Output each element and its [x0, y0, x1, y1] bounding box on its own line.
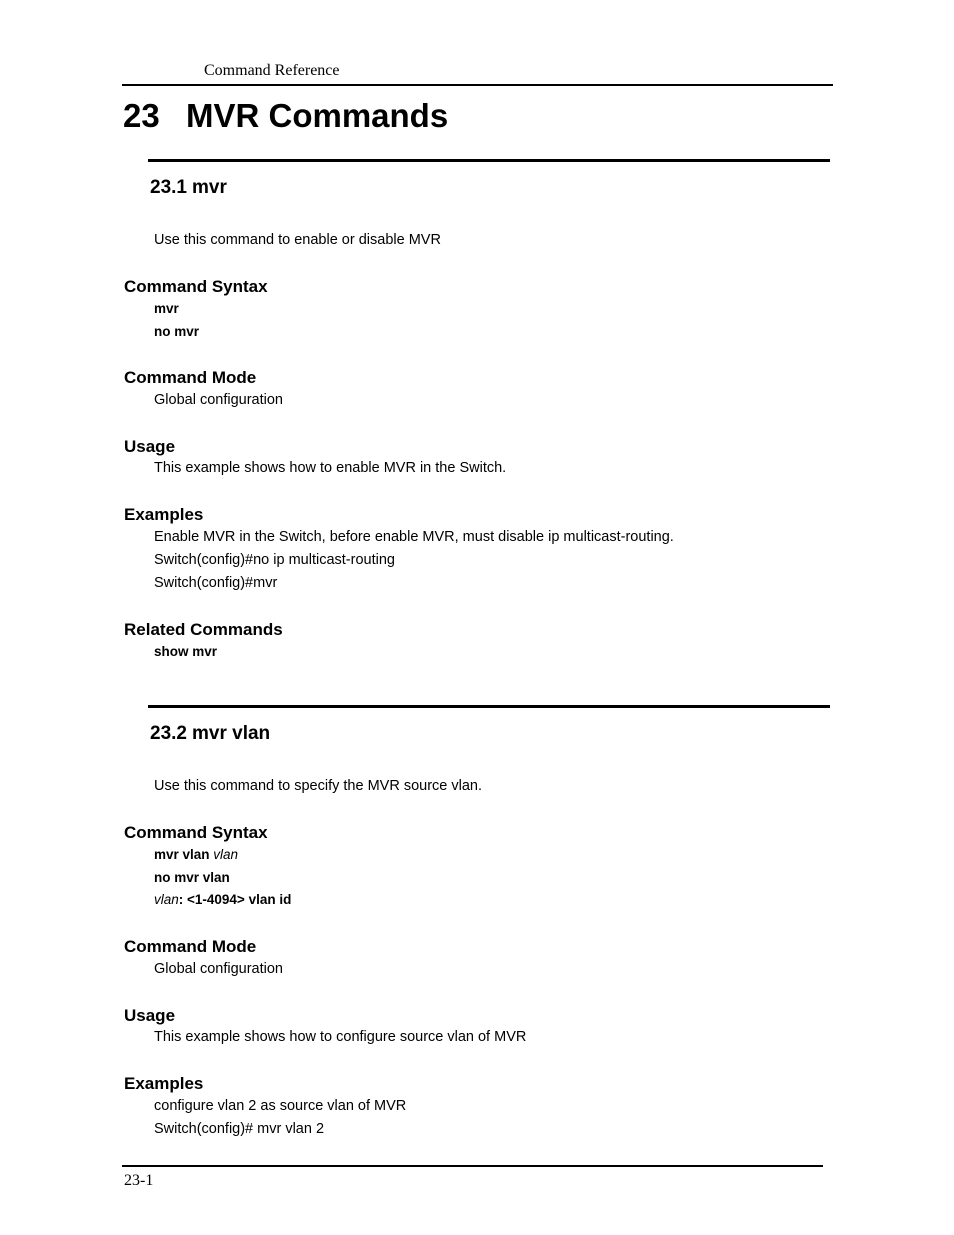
- parameter-name: vlan: [154, 892, 179, 907]
- mode-text: Global configuration: [154, 392, 283, 408]
- example-line: Switch(config)#mvr: [154, 575, 278, 591]
- syntax-line: [154, 847, 238, 862]
- section-number: 23.1: [150, 177, 187, 198]
- chapter-number: 23: [123, 97, 160, 134]
- page-number: 23-1: [124, 1172, 154, 1189]
- examples-heading: Examples: [124, 1074, 204, 1093]
- related-command: show mvr: [154, 644, 218, 659]
- section-description: Use this command to specify the MVR source vlan.: [154, 778, 482, 794]
- section-title: mvr vlan: [192, 723, 271, 744]
- example-line: configure vlan 2 as source vlan of MVR: [154, 1098, 407, 1114]
- usage-heading: Usage: [124, 437, 176, 456]
- section-description: Use this command to enable or disable MVR: [154, 232, 441, 248]
- parameter-description: : <1-4094> vlan id: [178, 892, 292, 907]
- usage-heading: Usage: [124, 1006, 176, 1025]
- example-line: Enable MVR in the Switch, before enable MVR, must disable ip multicast-routing.: [154, 529, 674, 545]
- section-number: 23.2: [150, 723, 187, 744]
- related-heading: Related Commands: [124, 620, 283, 639]
- mode-text: Global configuration: [154, 961, 283, 977]
- syntax-line: mvr: [154, 301, 179, 316]
- example-line: Switch(config)# mvr vlan 2: [154, 1121, 325, 1137]
- section-rule: [148, 159, 830, 162]
- usage-text: This example shows how to enable MVR in the Switch.: [154, 460, 507, 476]
- parameter-line: [154, 892, 291, 907]
- section-rule: [148, 705, 830, 708]
- footer-rule: [122, 1165, 823, 1167]
- syntax-argument: vlan: [213, 847, 239, 862]
- example-line: Switch(config)#no ip multicast-routing: [154, 552, 395, 568]
- syntax-heading: Command Syntax: [124, 277, 268, 296]
- syntax-line: no mvr vlan: [154, 870, 230, 885]
- mode-heading: Command Mode: [124, 368, 257, 387]
- syntax-heading: Command Syntax: [124, 823, 268, 842]
- running-header: Command Reference: [204, 62, 340, 79]
- examples-heading: Examples: [124, 505, 204, 524]
- chapter-title: MVR Commands: [186, 97, 449, 134]
- header-rule: [122, 84, 833, 86]
- section-title: mvr: [192, 177, 227, 198]
- syntax-line: no mvr: [154, 324, 200, 339]
- usage-text: This example shows how to configure source vlan of MVR: [154, 1029, 527, 1045]
- syntax-command: mvr vlan: [154, 847, 210, 862]
- mode-heading: Command Mode: [124, 937, 257, 956]
